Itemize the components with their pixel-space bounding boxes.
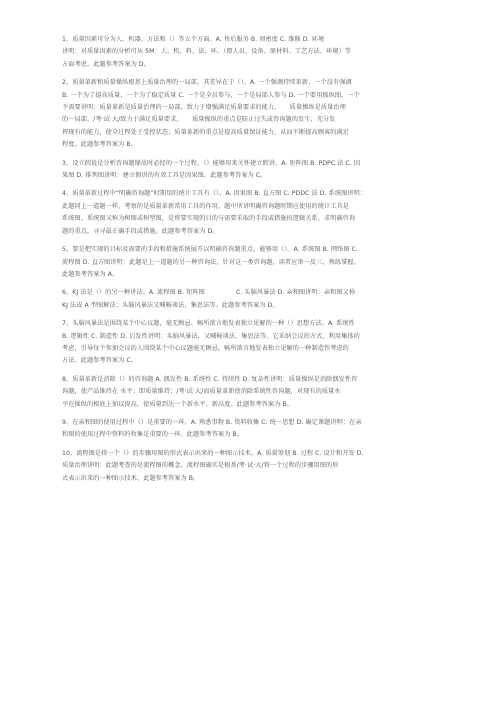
question-text-line: 系统图。系统图又称为树图或树型图，是将要实现的目的与需要采取的手段或措施按逻辑关系，求明确咨询 [62, 215, 356, 223]
question-text-line: 平在操纵的根底上加以提高，使质量到达一个新水平、新高度。此题参考答案为 B。 [62, 400, 293, 408]
question-text-line: 10、流程图是将一个（）的步骤用图的形式表示出来的一种图示技术。A. 质量筹划 B. 过程 C. 设计和开发 D. [62, 449, 364, 457]
question-block [62, 34, 446, 71]
question-text-line: 挥现有的能力，使全过程处于受控状态；质量革新的重点是提高质量保证能力，从而不断提高顾客的满足 [62, 128, 349, 136]
question-text-line: 式表示出来的一种图示技术。此题参考答案为 B。 [62, 474, 200, 482]
question-text-line: 方法。此题参考答案为 C。 [62, 357, 137, 365]
question-block [62, 374, 446, 411]
question-text-line: 方面考虑。此题参考答案为 D。 [62, 60, 150, 68]
question-text-line: 题的重点，寻寻最正确手段或措施。此题参考答案为 D。 [62, 227, 219, 235]
question-text-line: 讲明：对质量因素的分析可从 5M：人、机、料、法、环、（即人员、设备、原材料、工艺方法、环境）等 [62, 48, 351, 56]
question-text-line: KJ 法或 A 型图解法；头脑风暴法又喊畅谈法、集思法等。此题参考答案为 D。 [62, 301, 279, 309]
question-text-line: 考虑，引导每个参加会议的人围绕某个中心议题毫无顾忌，畅所欲言地发表独立见解的一种制造性考虑的 [62, 344, 349, 352]
question-text-line: 5、要是把实现的目标及需要的手段和措施系统展开以明确咨询题重点，能够用（）。A. 系统图 B. 网络图 C. [62, 246, 359, 254]
question-text-line: 的一局部，/考·试·大/致力于满足质量要求。 质量操纵的重点是防止过失或咨询题的发生，充分发 [62, 116, 336, 124]
question-text-line: 质量治理讲明：此题考查的是流程图的概念。流程图确实是根基/考·试·大/将一个过程的步骤用图的形 [62, 462, 339, 470]
question-text-line: 9、在亲和图的使用过程中（）是重要的一环。A. 熟悉事物 B. 资料收集 C. 统一思想 D. 确定课题讲明：在亲 [62, 418, 362, 426]
question-text-line: 1、质量因素可分为人、机器、方法和（）等五个方面。A. 售后服务 B. 周密度 C. 维修 D. 环境 [62, 36, 325, 43]
question-text-line: 6、KJ 法是（）的另一种讲法。A. 流程图 B. 矩阵图 C. 头脑风暴法 D. 亲和图讲明：亲和图又称 [62, 289, 356, 297]
question-text-line: 7、头脑风暴法是围绕某个中心议题，毫无顾忌、畅所欲言地发表独立见解的一种（）思想方法。A. 系统性 [62, 320, 355, 328]
question-text-line: B. 一个为了提高质量，一个为了稳定质量 C. 一个是全员参与，一个是局部人参与 D. 一个要用操纵图，一个 [62, 91, 360, 99]
question-text-line: B. 逻辑性 C. 制造性 D. 启发性讲明：头脑风暴法，又喊畅谈法、集思法等。它采纳会议的方式，利用集体的 [62, 332, 360, 340]
question-block [62, 244, 446, 281]
question-block [62, 188, 446, 238]
question-text-line: 流程图 D. 直方图讲明：此题是上一道题的另一种咨询法，针对这一类咨询题，读者应举一反三，熟练掌握。 [62, 258, 360, 266]
question-text-line: 和图的使用过程中资料的收集是重要的一环。此题参考答案为 B。 [62, 431, 243, 439]
question-text-line: 此题参考答案为 A。 [62, 270, 119, 278]
question-text-line: 4、质量革新过程中“明确咨询题”时期用的统计工具有（）。A. 因果图 B. 直方图 C. PDDC 法 D. 系统图讲明： [62, 190, 367, 198]
question-block [62, 448, 446, 485]
question-block [62, 158, 446, 183]
question-text-line: 果图 D. 排列图讲明：建立假讲的有效工具是因果图。此题参考答案为 C。 [62, 172, 267, 180]
question-text-line: 2、质量革新和质量操纵根基上质量治理的一局部，其差异在于（）。A. 一个强调持续革新，一个没有强调 [62, 79, 352, 87]
question-block [62, 417, 446, 442]
question-text-line: 3、设立假说是分析咨询题缘故时必经的一个过程，（）能够用来关怀建立假讲。A. 矩阵图 B. PDPC 法 C. 因 [62, 159, 361, 167]
question-block [62, 287, 446, 312]
question-text-line: 程度。此题参考答案为 B。 [62, 141, 137, 149]
question-block [62, 77, 446, 151]
question-text-line: 8、质量革新是消除（）的咨询题 A. 偶发性 B. 系统性 C. 持续性 D. 复杂性讲明：质量操纵是消除偶发性咨 [62, 375, 358, 383]
question-text-line: 不需要讲明：质量革新是质量治理的一局部，致力于增强满足质量要求的能力。 质量操纵是质量治理 [62, 104, 346, 112]
question-block [62, 318, 446, 368]
question-text-line: 询题，使产品维持在 水平；即质量维持；/考·试·大/而质量革新使消除系统性咨询题，对现有的质量水 [62, 388, 341, 396]
question-text-line: 此题同上一道题一样，考察的是质量革新常用工具的作用，题中所讲明确咨询题时期应使用的统计工具是 [62, 202, 349, 210]
